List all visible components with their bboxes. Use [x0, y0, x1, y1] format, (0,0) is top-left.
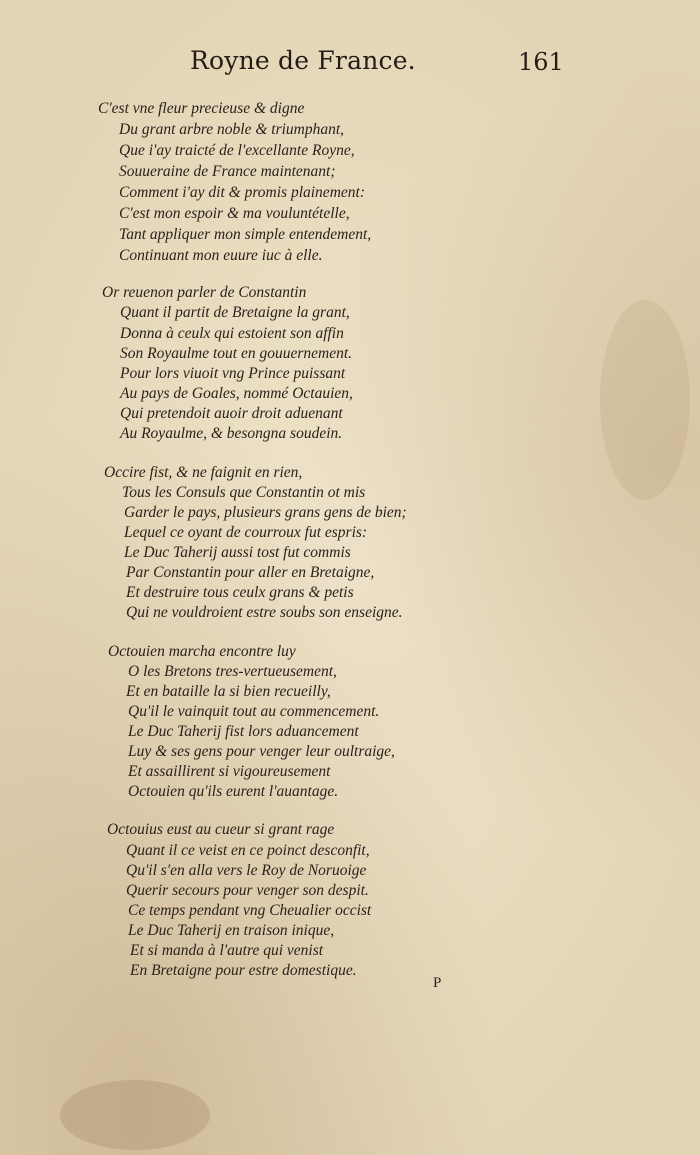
page-number: 161 — [518, 48, 564, 76]
verse-line: Lequel ce oyant de courroux fut espris: — [124, 524, 368, 541]
verse-line: Souueraine de France maintenant; — [119, 163, 336, 180]
verse-line: Le Duc Taherij en traison inique, — [128, 922, 335, 939]
verse-line: Qui pretendoit auoir droit aduenant — [120, 405, 343, 422]
verse-line: Et si manda à l'autre qui venist — [130, 942, 324, 959]
verse-line: Par Constantin pour aller en Bretaigne, — [126, 564, 375, 581]
verse-line: Tous les Consuls que Constantin ot mis — [122, 484, 366, 501]
verse-line: O les Bretons tres-vertueusement, — [128, 663, 337, 680]
verse-line: Occire fist, & ne faignit en rien, — [104, 464, 303, 481]
verse-line: Qui ne vouldroient estre soubs son enseigne. — [126, 604, 403, 621]
verse-line: Garder le pays, plusieurs grans gens de bien; — [124, 504, 407, 521]
verse-line: Ce temps pendant vng Cheualier occist — [128, 902, 372, 919]
verse-line: C'est vne fleur precieuse & digne — [98, 100, 305, 117]
running-title: Royne de France. — [190, 46, 416, 75]
foxing-stain — [60, 1080, 210, 1150]
verse-line: Le Duc Taherij fist lors aduancement — [128, 723, 359, 740]
verse-line: C'est mon espoir & ma vouluntételle, — [119, 205, 350, 222]
verse-line: Le Duc Taherij aussi tost fut commis — [124, 544, 351, 561]
verse-line: Qu'il s'en alla vers le Roy de Noruoige — [126, 862, 367, 879]
verse-line: En Bretaigne pour estre domestique. — [130, 962, 357, 979]
verse-line: Quant il ce veist en ce poinct desconfit, — [126, 842, 370, 859]
verse-line: Querir secours pour venger son despit. — [126, 882, 369, 899]
verse-line: Tant appliquer mon simple entendement, — [119, 226, 372, 243]
verse-line: Au pays de Goales, nommé Octauien, — [120, 385, 353, 402]
verse-line: Pour lors viuoit vng Prince puissant — [120, 365, 346, 382]
verse-line: Et destruire tous ceulx grans & petis — [126, 584, 354, 601]
verse-line: Or reuenon parler de Constantin — [102, 284, 307, 301]
verse-line: Que i'ay traicté de l'excellante Royne, — [119, 142, 355, 159]
verse-line: Et en bataille la si bien recueilly, — [126, 683, 331, 700]
verse-line: Qu'il le vainquit tout au commencement. — [128, 703, 380, 720]
verse-line: Octouius eust au cueur si grant rage — [107, 821, 335, 838]
verse-line: Quant il partit de Bretaigne la grant, — [120, 304, 350, 321]
verse-line: Donna à ceulx qui estoient son affin — [120, 325, 344, 342]
verse-line: Au Royaulme, & besongna soudein. — [120, 425, 343, 442]
verse-line: Du grant arbre noble & triumphant, — [119, 121, 345, 138]
verse-line: Et assaillirent si vigoureusement — [128, 763, 331, 780]
verse-line: Comment i'ay dit & promis plainement: — [119, 184, 365, 201]
verse-line: Continuant mon euure iuc à elle. — [119, 247, 323, 264]
verse-line: Luy & ses gens pour venger leur oultraige, — [128, 743, 395, 760]
verse-line: Son Royaulme tout en gouuernement. — [120, 345, 353, 362]
verse-line: Octouien marcha encontre luy — [108, 643, 296, 660]
foxing-stain — [600, 300, 690, 500]
signature-mark: P — [433, 975, 442, 991]
verse-line: Octouien qu'ils eurent l'auantage. — [128, 783, 339, 800]
